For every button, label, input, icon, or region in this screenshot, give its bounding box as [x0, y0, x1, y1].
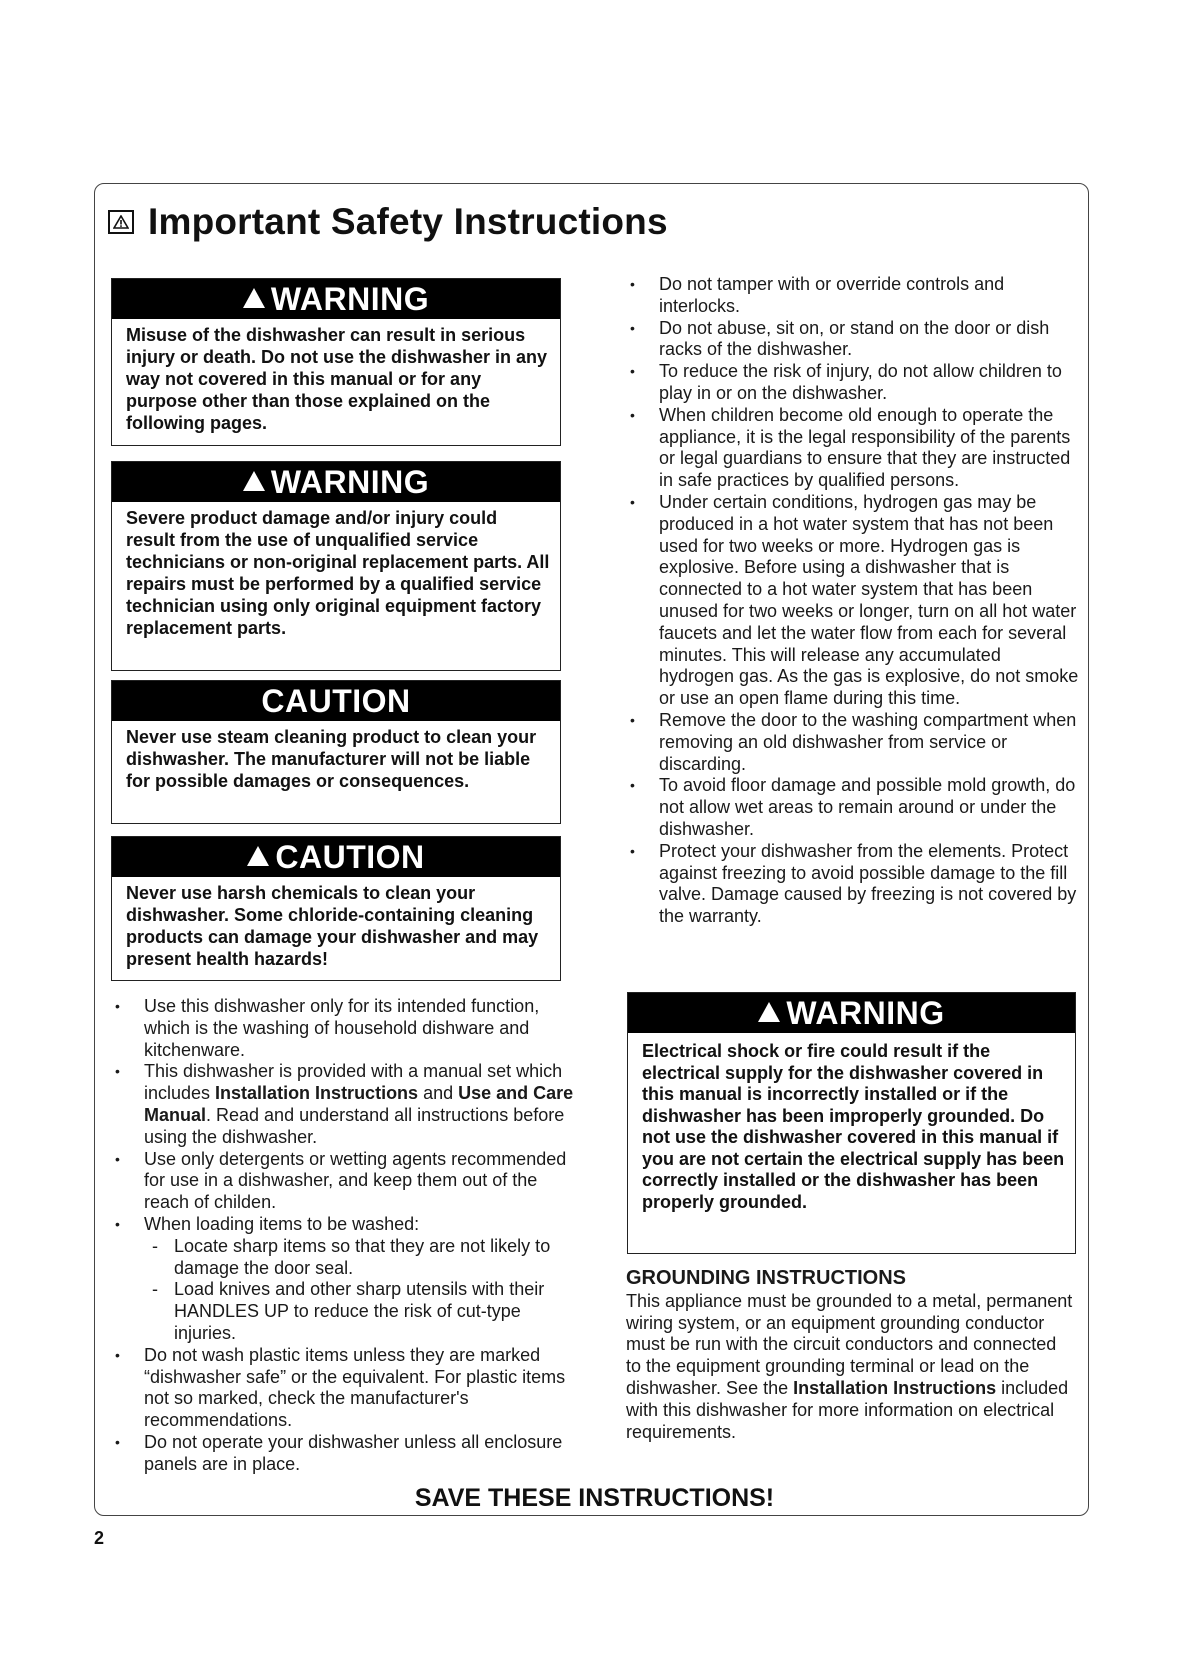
installation-instructions-ref: Installation Instructions [215, 1083, 419, 1104]
list-item-text: This dishwasher is provided with a manual set which includes [144, 1061, 563, 1104]
caution-header [112, 837, 560, 877]
warning-header [628, 993, 1075, 1033]
caution-header [112, 681, 560, 721]
list-item-text: Use this dishwasher only for its intended function, which is the washing of household dishware and kitchenware. [144, 996, 540, 1060]
warning-triangle-icon [243, 471, 265, 491]
caution-box-steam [111, 680, 561, 824]
warning-box-misuse [111, 278, 561, 446]
list-item-text: Do not wash plastic items unless they are marked “dishwasher safe” or the equivalent. For plastic items not so marked, check the manufacturer's recommendations. [144, 1344, 566, 1431]
warning-label: WARNING [786, 994, 945, 1031]
caution-label: CAUTION [261, 682, 411, 719]
right-bullet-list [625, 274, 1080, 928]
caution-text: Never use harsh chemicals to clean your dishwasher. Some chloride-containing cleaning products can damage your dishwasher and may present health hazards! [126, 883, 539, 969]
left-bullet-list [110, 996, 575, 1476]
grounding-text-part: included with this dishwasher for more information on electrical requirements. [626, 1377, 1069, 1442]
caution-label: CAUTION [275, 838, 425, 875]
warning-triangle-icon [247, 846, 269, 866]
warning-triangle-icon [243, 288, 265, 308]
list-item: • To avoid floor damage and possible mold growth, do not allow wet areas to remain around or under the dishwasher. [625, 775, 1080, 840]
list-item [110, 1345, 575, 1432]
save-instructions-footer: SAVE THESE INSTRUCTIONS! [414, 1484, 775, 1512]
page-title-text: Important Safety Instructions [148, 201, 668, 242]
list-item-text: Use only detergents or wetting agents recommended for use in a dishwasher, and keep them out of the reach of childen. [144, 1148, 567, 1213]
warning-triangle-icon [108, 210, 134, 234]
sub-list-item: - Locate sharp items so that they are not likely to damage the door seal. [144, 1236, 575, 1280]
grounding-heading: GROUNDING INSTRUCTIONS [626, 1267, 906, 1289]
warning-text: Severe product damage and/or injury could result from the use of unqualified service technicians or non-original replacement parts. All repairs must be performed by a qualified service technician using only original equipment factory replacement parts. [126, 508, 550, 638]
warning-header [112, 279, 560, 319]
list-item: • Do not tamper with or override controls and interlocks. [625, 274, 1080, 318]
caution-box-chemicals [111, 836, 561, 981]
list-item [110, 1432, 575, 1476]
list-item [110, 1214, 575, 1345]
list-item: • Under certain conditions, hydrogen gas may be produced in a hot water system that has not been used for two weeks or more. Hydrogen gas is explosive. Before using a dishwasher that is connected to a hot water system that has been unused for two weeks or longer, turn on all hot water faucets and let the water flow from each for several minutes. This will release any accumulated hydrogen gas. As the gas is explosive, do not smoke or use an open flame during this time. [625, 492, 1080, 710]
warning-header [112, 462, 560, 502]
warning-box-service [111, 461, 561, 671]
list-item: • Protect your dishwasher from the elements. Protect against freezing to avoid possible damage to the fill valve. Damage caused by freezing is not covered by the warranty. [625, 841, 1080, 928]
list-item: • Do not abuse, sit on, or stand on the door or dish racks of the dishwasher. [625, 318, 1080, 362]
warning-box-electrical [627, 992, 1076, 1254]
sub-list-item: - Load knives and other sharp utensils with their HANDLES UP to reduce the risk of cut-type injuries. [144, 1279, 575, 1344]
list-item-text: . Read and understand all instructions before using the dishwasher. [144, 1104, 565, 1147]
grounding-text-part: This appliance must be grounded to a metal, permanent wiring system, or an equipment grounding conductor must be run with the circuit conductors and connected to the equipment grounding terminal or lead on the dishwasher. See the [626, 1290, 1073, 1398]
list-item-text: When loading items to be washed: [144, 1213, 420, 1234]
grounding-section [626, 1268, 1076, 1443]
sub-list [144, 1236, 575, 1345]
caution-text: Never use steam cleaning product to clean your dishwasher. The manufacturer will not be liable for possible damages or consequences. [126, 727, 537, 791]
list-item: • Remove the door to the washing compartment when removing an old dishwasher from service or discarding. [625, 710, 1080, 775]
list-item [110, 1149, 575, 1214]
installation-instructions-ref: Installation Instructions [793, 1377, 997, 1398]
list-item: • When children become old enough to operate the appliance, it is the legal responsibility of the parents or legal guardians to ensure that they are instructed in safe practices by qualified persons. [625, 405, 1080, 492]
warning-label: WARNING [270, 463, 430, 500]
use-and-care-manual-ref: Use and Care Manual [144, 1083, 574, 1125]
warning-triangle-icon [758, 1002, 780, 1022]
warning-label: WARNING [270, 280, 430, 317]
list-item [110, 996, 575, 1061]
page-title [108, 196, 668, 248]
list-item-text: and [418, 1083, 459, 1104]
list-item-text: Do not operate your dishwasher unless all enclosure panels are in place. [144, 1431, 563, 1474]
grounding-text [626, 1291, 1076, 1444]
list-item [110, 1061, 575, 1148]
warning-text: Misuse of the dishwasher can result in serious injury or death. Do not use the dishwasher in any way not covered in this manual or for any purpose other than those explained on the following pages. [126, 325, 548, 433]
page-number: 2 [94, 1528, 105, 1548]
list-item: • To reduce the risk of injury, do not allow children to play in or on the dishwasher. [625, 361, 1080, 405]
warning-text: Electrical shock or fire could result if the electrical supply for the dishwasher covered in this manual is incorrectly installed or if the dishwasher has been improperly grounded. Do not use the dishwasher covered in this manual if you are not certain the electrical supply has been correctly installed or the dishwasher has been properly grounded. [642, 1041, 1065, 1212]
